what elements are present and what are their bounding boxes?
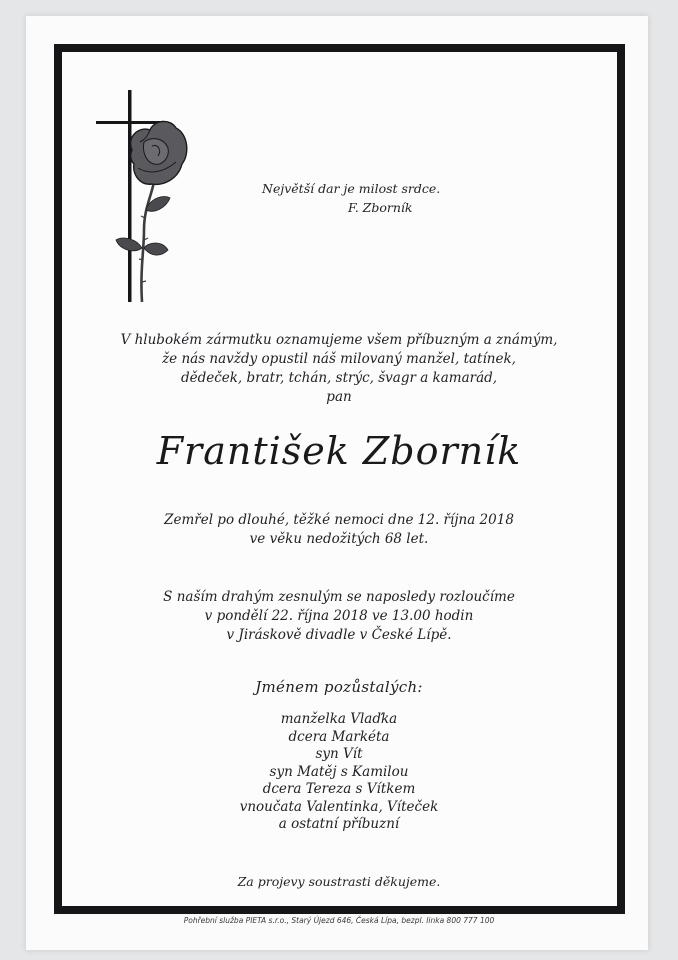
deceased-name: František Zborník [156,429,522,473]
motto-text: Největší dar je milost srdce. [262,181,441,196]
death-info-line: Zemřel po dlouhé, těžké nemoci dne 12. října 2018 [164,512,514,528]
mourner-item: vnoučata Valentinka, Víteček [239,798,439,815]
announcement-text [0,331,678,407]
mourner-item: syn Vít [315,746,363,762]
funeral-info-line: S naším drahým zesnulým se naposledy rozloučíme [163,589,515,605]
motto-quote [262,179,462,217]
death-info-line: ve věku nedožitých 68 let. [249,531,429,547]
funeral-info-line: v pondělí 22. října 2018 ve 13.00 hodin [204,608,474,624]
mourners-heading: Jménem pozůstalých: [255,678,423,696]
mourners-list [0,711,678,834]
mourner-item: manželka Vlaďka [280,711,398,727]
mourner-item: dcera Markéta [288,728,390,745]
mourner-item: dcera Tereza s Vítkem [262,781,416,797]
funeral-service-footer: Pohřební služba PIETA s.r.o., Starý Újezd 646, Česká Lípa, bezpl. linka 800 777 100 [183,916,495,925]
thanks-line: Za projevy soustrasti děkujeme. [237,874,441,889]
funeral-info-line: v Jiráskově divadle v České Lípě. [226,627,452,643]
funeral-info [0,588,678,645]
cross-with-rose-icon [92,90,194,306]
mourner-item: a ostatní příbuzní [278,816,400,832]
announcement-line: V hlubokém zármutku oznamujeme všem příbuzným a známým, [120,332,558,348]
motto-author: F. Zborník [348,200,413,215]
announcement-line: dědeček, bratr, tchán, strýc, švagr a kamarád, [180,370,498,386]
announcement-line: že nás navždy opustil náš milovaný manžel, tatínek, [162,351,516,367]
announcement-line: pan [326,389,352,405]
mourner-item: syn Matěj s Kamilou [269,763,409,780]
death-info [0,511,678,549]
